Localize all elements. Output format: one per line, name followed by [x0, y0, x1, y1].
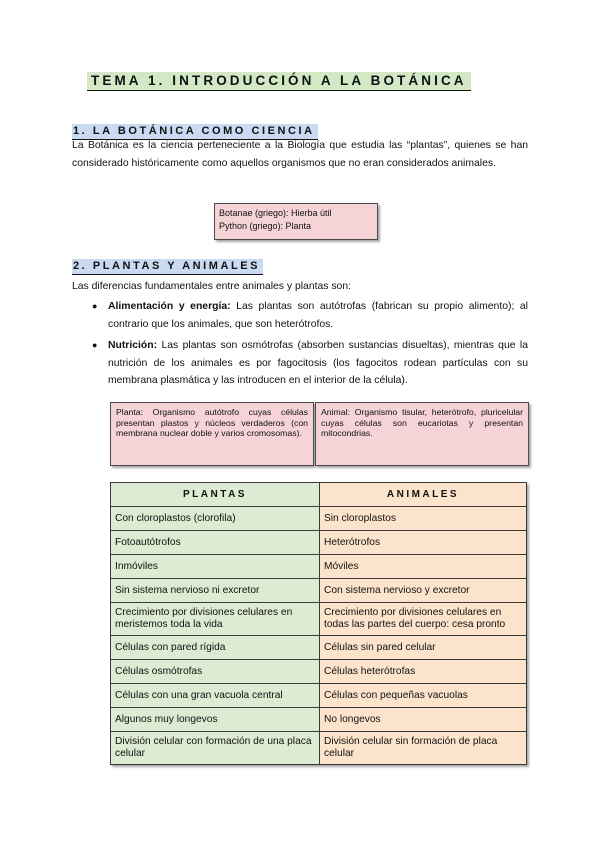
table-row [111, 531, 527, 555]
etymology-line: Botanae (griego): Hierba útil [219, 208, 332, 218]
table-row [111, 684, 527, 708]
list-item [92, 298, 528, 333]
bullet-label: Alimentación y energía: [108, 301, 231, 312]
etymology-line: Python (griego): Planta [219, 221, 312, 231]
animal-definition-box: Animal: Organismo tisular, heterótrofo, pluricelular cuyas células son eucariotas y presentan mitocondrias. [315, 402, 529, 466]
table-cell: Células con pequeñas vacuolas [320, 684, 527, 708]
table-row [111, 636, 527, 660]
table-cell: Células osmótrofas [111, 660, 320, 684]
table-cell: División celular sin formación de placa celular [320, 732, 527, 765]
table-cell: No longevos [320, 708, 527, 732]
table-cell: Heterótrofos [320, 531, 527, 555]
comparison-table [110, 482, 527, 765]
table-cell: Con sistema nervioso y excretor [320, 579, 527, 603]
botanica-paragraph: La Botánica es la ciencia perteneciente a la Biología que estudia las “plantas”, quienes se han considerado históricamente como aquellos organismos que no eran considerados animales. [72, 140, 528, 169]
table-row [111, 660, 527, 684]
list-item [92, 337, 528, 390]
table-row [111, 555, 527, 579]
differences-list [92, 298, 528, 394]
table-cell: Células con una gran vacuola central [111, 684, 320, 708]
table-row [111, 579, 527, 603]
page-title: TEMA 1. INTRODUCCIÓN A LA BOTÁNICA [87, 72, 471, 91]
table-cell: Crecimiento por divisiones celulares en meristemos toda la vida [111, 603, 320, 636]
differences-intro: Las diferencias fundamentales entre animales y plantas son: [72, 281, 351, 292]
table-cell: Sin cloroplastos [320, 507, 527, 531]
table-cell: Células heterótrofas [320, 660, 527, 684]
table-cell: Inmóviles [111, 555, 320, 579]
table-cell: Crecimiento por divisiones celulares en todas las partes del cuerpo: cesa pronto [320, 603, 527, 636]
table-cell: Células sin pared celular [320, 636, 527, 660]
table-row [111, 732, 527, 765]
column-header-animales: ANIMALES [320, 483, 527, 507]
section-heading-botanica: 1. LA BOTÁNICA COMO CIENCIA [72, 124, 318, 140]
etymology-note [214, 203, 378, 240]
plant-definition-box: Planta: Organismo autótrofo cuyas células presentan plastos y núcleos verdaderos (con membrana nuclear doble y varios cromosomas). [110, 402, 314, 466]
table-cell: Algunos muy longevos [111, 708, 320, 732]
table-row [111, 603, 527, 636]
bullet-label: Nutrición: [108, 340, 158, 351]
table-cell: Sin sistema nervioso ni excretor [111, 579, 320, 603]
table-row [111, 507, 527, 531]
table-cell: Fotoautótrofos [111, 531, 320, 555]
table-cell: Móviles [320, 555, 527, 579]
table-row [111, 708, 527, 732]
table-cell: Células con pared rígida [111, 636, 320, 660]
section-heading-plantas-animales: 2. PLANTAS Y ANIMALES [72, 259, 263, 275]
bullet-text: Las plantas son autótrofas (fabrican su propio alimento); al contrario que los animales, que son heterótrofos. [108, 301, 528, 330]
bullet-text: Las plantas son osmótrofas (absorben sustancias disueltas), mientras que la nutrición de los animales es por fagocitosis (los fagocitos rodean partículas con su membrana plasmática y las introducen en el interior de la célula). [108, 340, 528, 386]
bullet-icon: ● [92, 340, 98, 350]
column-header-plantas: PLANTAS [111, 483, 320, 507]
table-cell: Con cloroplastos (clorofila) [111, 507, 320, 531]
bullet-icon: ● [92, 301, 98, 311]
table-cell: División celular con formación de una placa celular [111, 732, 320, 765]
